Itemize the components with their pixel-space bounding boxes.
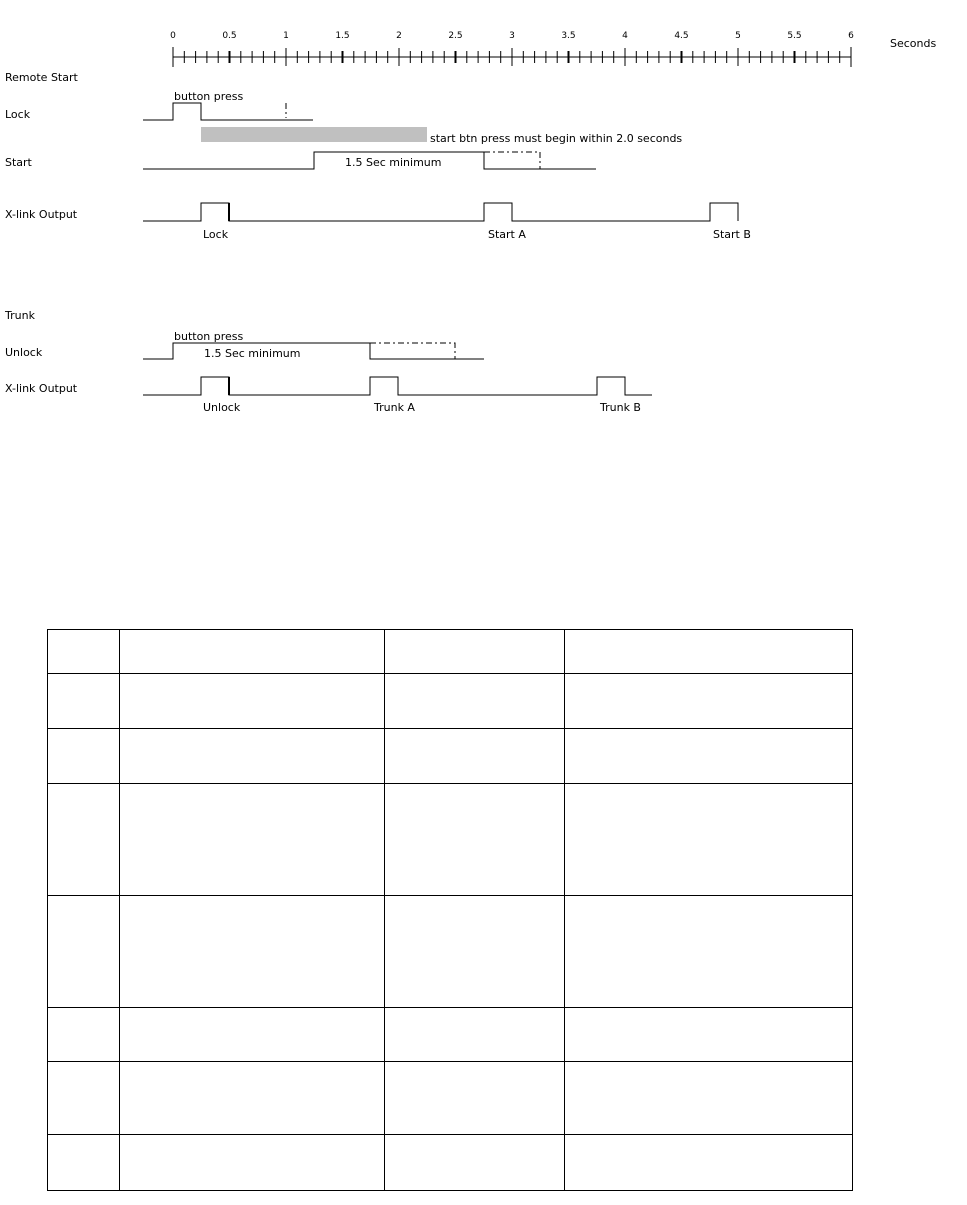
table-cell — [385, 1008, 565, 1062]
blank-table — [47, 629, 853, 1191]
unlock-signal-label: Unlock — [5, 346, 43, 359]
table-cell — [385, 674, 565, 729]
table-cell — [48, 1008, 120, 1062]
table-cell — [120, 784, 385, 896]
table-cell — [120, 896, 385, 1008]
axis-tick-labels — [170, 31, 854, 41]
axis-tick-label: 1.5 — [335, 31, 350, 41]
trunk-button-press-label: button press — [174, 330, 244, 343]
axis-tick-label: 1 — [283, 31, 289, 41]
trunk-xlink-label: X-link Output — [5, 382, 78, 395]
table-cell — [48, 674, 120, 729]
remote-start-section-label: Remote Start — [5, 71, 78, 84]
timing-diagram — [0, 0, 967, 440]
table-cell — [48, 896, 120, 1008]
table-row — [48, 630, 853, 674]
table-cell — [120, 1135, 385, 1191]
axis-tick-label: 4 — [622, 31, 628, 41]
table-cell — [385, 729, 565, 784]
table-cell — [385, 896, 565, 1008]
axis-tick-label: 3.5 — [561, 31, 576, 41]
table-cell — [48, 1135, 120, 1191]
start-signal-label: Start — [5, 156, 32, 169]
table-row — [48, 674, 853, 729]
table-cell — [385, 630, 565, 674]
axis-tick-label: 0 — [170, 31, 176, 41]
axis-ticks — [173, 47, 851, 67]
xlink-trunk-a-pulse-label: Trunk A — [374, 401, 415, 414]
axis-tick-label: 3 — [509, 31, 515, 41]
table-cell — [565, 784, 853, 896]
unlock-minimum-label: 1.5 Sec minimum — [204, 347, 301, 360]
table-cell — [565, 630, 853, 674]
lock-signal-waveform — [143, 103, 313, 120]
xlink-start-b-pulse-label: Start B — [713, 228, 751, 241]
trunk-section-label: Trunk — [5, 309, 35, 322]
axis-tick-label: 2.5 — [448, 31, 463, 41]
table-cell — [48, 630, 120, 674]
axis-tick-label: 2 — [396, 31, 402, 41]
lock-button-press-label: button press — [174, 90, 244, 103]
start-window-bar — [201, 127, 427, 142]
xlink-unlock-pulse-label: Unlock — [203, 401, 241, 414]
table-cell — [565, 1008, 853, 1062]
table-cell — [120, 729, 385, 784]
table-cell — [565, 896, 853, 1008]
axis-unit-label: Seconds — [890, 37, 937, 50]
table-row — [48, 896, 853, 1008]
table-row — [48, 1008, 853, 1062]
table-row — [48, 729, 853, 784]
remote-start-section — [5, 71, 751, 241]
table-cell — [565, 1135, 853, 1191]
axis-tick-label: 5.5 — [787, 31, 802, 41]
start-window-note: start btn press must begin within 2.0 seconds — [430, 132, 683, 145]
time-axis — [170, 31, 936, 67]
table-cell — [120, 630, 385, 674]
start-minimum-label: 1.5 Sec minimum — [345, 156, 442, 169]
remote-start-xlink-label: X-link Output — [5, 208, 78, 221]
table-cell — [565, 674, 853, 729]
lock-signal-label: Lock — [5, 108, 31, 121]
table-cell — [385, 784, 565, 896]
trunk-section — [4, 309, 652, 414]
trunk-xlink-waveform — [143, 377, 652, 395]
axis-tick-label: 4.5 — [674, 31, 689, 41]
table-cell — [385, 1062, 565, 1135]
xlink-start-a-pulse-label: Start A — [488, 228, 526, 241]
start-extended-press — [484, 152, 540, 169]
unlock-extended-press — [370, 343, 455, 359]
table-cell — [565, 1062, 853, 1135]
table-row — [48, 1062, 853, 1135]
table-cell — [48, 729, 120, 784]
table-cell — [385, 1135, 565, 1191]
axis-tick-label: 6 — [848, 31, 854, 41]
xlink-trunk-b-pulse-label: Trunk B — [600, 401, 641, 414]
axis-tick-label: 5 — [735, 31, 741, 41]
table-row — [48, 1135, 853, 1191]
xlink-lock-pulse-label: Lock — [203, 228, 229, 241]
table-cell — [120, 1062, 385, 1135]
blank-table-body — [48, 630, 853, 1191]
axis-tick-label: 0.5 — [222, 31, 237, 41]
table-cell — [120, 1008, 385, 1062]
table-cell — [565, 729, 853, 784]
table-cell — [48, 784, 120, 896]
unlock-signal-waveform — [143, 343, 484, 359]
table-cell — [120, 674, 385, 729]
remote-start-xlink-waveform — [143, 203, 738, 221]
table-cell — [48, 1062, 120, 1135]
table-row — [48, 784, 853, 896]
